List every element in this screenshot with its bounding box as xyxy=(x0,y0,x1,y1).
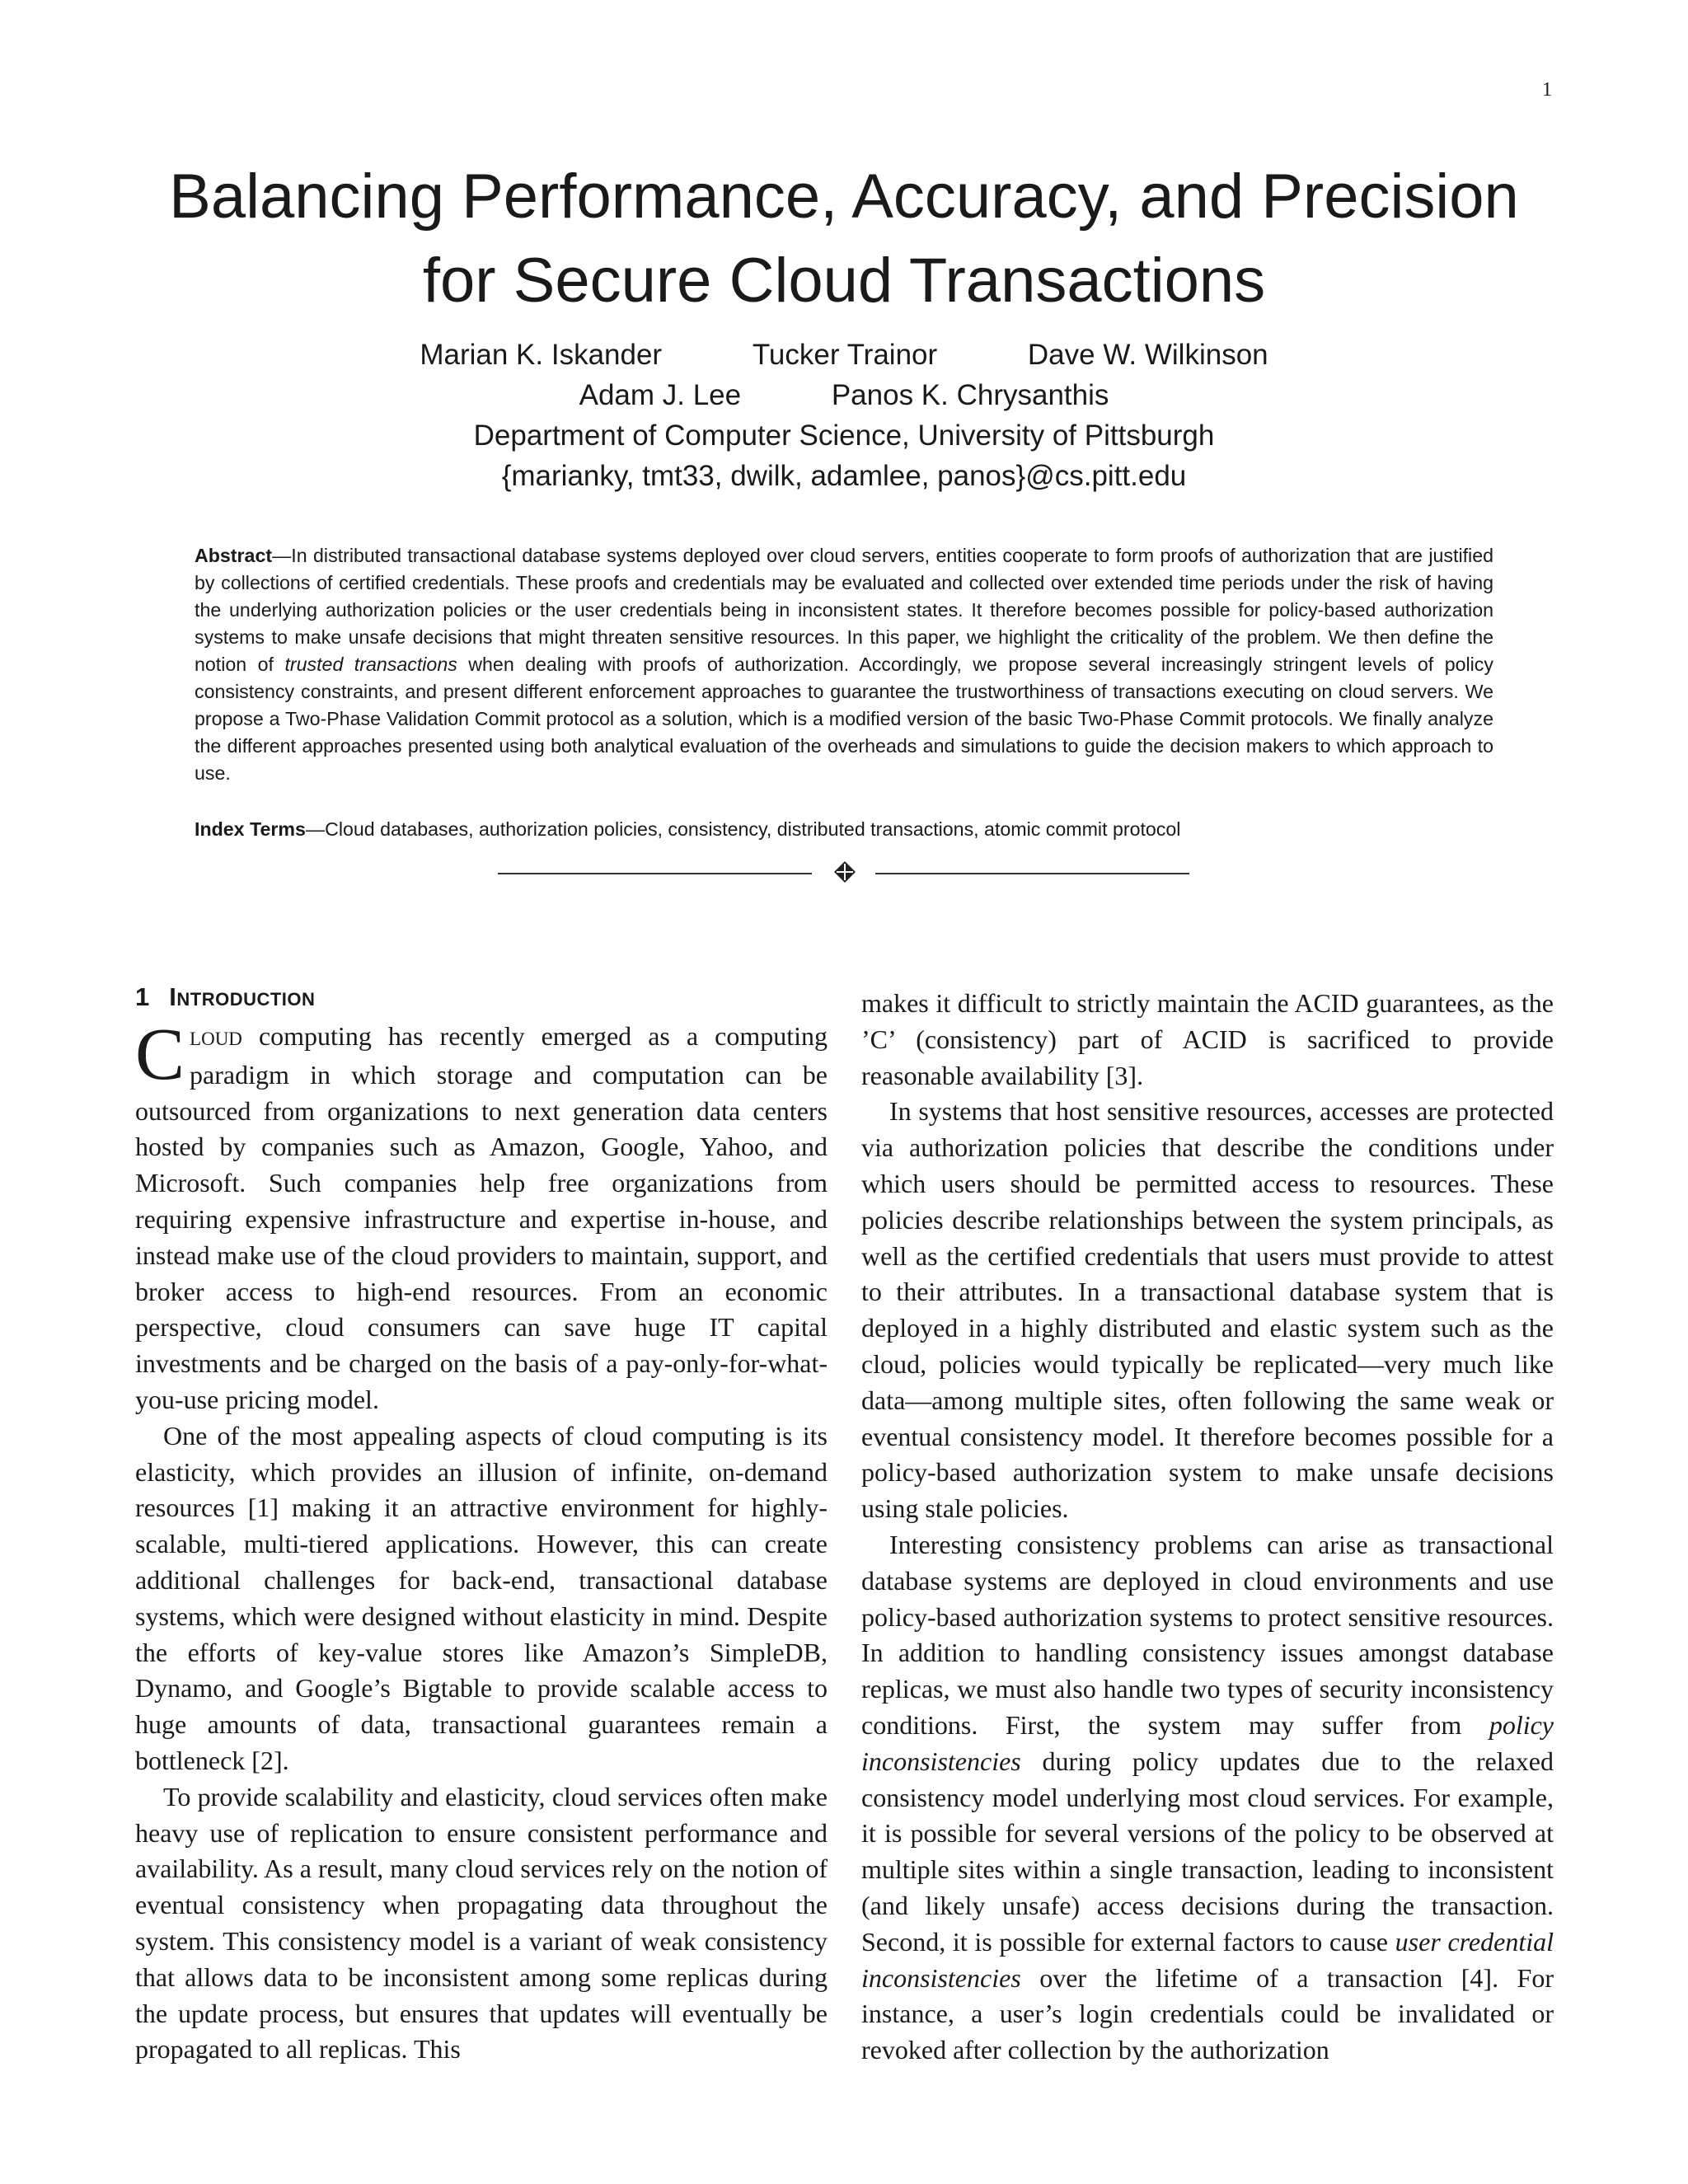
paragraph-text: over the lifetime of a transaction [4]. For instance, a user’s login credentials could be invalidated or revoked after collection by the authorization xyxy=(861,1962,1554,2065)
abstract xyxy=(195,542,1493,787)
abstract-text-before: —In distributed transactional database systems deployed over cloud servers, entities cooperate to form proofs of authorization that are justified by collections of certified credentials. These proofs and credentials may be evaluated and collected over extended time periods under the risk of having the underlying authorization policies or the user credentials being in inconsistent states. It therefore becomes possible for policy-based authorization systems to make unsafe decisions that might threaten sensitive resources. In this paper, we highlight the criticality of the problem. We then define the notion of xyxy=(195,545,1493,675)
intro-paragraph-4: makes it difficult to strictly maintain the ACID guarantees, as the ’C’ (consistency) part of ACID is sacrificed to provide reasonable availability [3]. xyxy=(861,988,1554,1090)
drop-cap: C xyxy=(135,1014,185,1095)
affiliation: Department of Computer Science, University of Pittsburgh xyxy=(473,419,1215,452)
author-row-2 xyxy=(0,375,1688,415)
section-number: 1 xyxy=(135,982,150,1011)
paragraph-text: Interesting consistency problems can arise as transactional database systems are deployed in cloud environments and use policy-based authorization systems to protect sensitive resources. In addition to handling consistency issues amongst database replicas, we must also handle two types of security inconsistency conditions. First, the system may suffer from xyxy=(861,1529,1554,1740)
title-line-2: for Secure Cloud Transactions xyxy=(422,246,1266,316)
intro-paragraph-3: To provide scalability and elasticity, cloud services often make heavy use of replication to ensure consistent performance and availability. As a result, many cloud services rely on the notion of eventual consistency when propagating data throughout the system. This consistency model is a variant of weak consistency that allows data to be inconsistent among some replicas during the update process, but ensures that updates will eventually be propagated to all replicas. This xyxy=(135,1781,828,2064)
right-column xyxy=(861,986,1554,2069)
separator-line-right xyxy=(875,873,1189,874)
section-title: Introduction xyxy=(169,982,316,1011)
paragraph-text: computing has recently emerged as a computing paradigm in which storage and computation can be outsourced from organizations to next generation data centers hosted by companies such as Amazon, Google, Yahoo, and Microsoft. Such companies help free organizations from requiring expensive infrastructure and expertise in-house, and instead make use of the cloud providers to maintain, support, and broker access to high-end resources. From an economic perspective, cloud consumers can save huge IT capital investments and be charged on the basis of a pay-only-for-what-you-use pricing model. xyxy=(135,1021,828,1414)
abstract-text-after: when dealing with proofs of authorization. Accordingly, we propose several increasingly stringent levels of policy consistency constraints, and present different enforcement approaches to guarantee the trustworthiness of transactions executing on cloud servers. We propose a Two-Phase Validation Commit protocol as a solution, which is a modified version of the basic Two-Phase Commit protocols. We finally analyze the different approaches presented using both analytical evaluation of the overheads and simulations to guide the decision makers to which approach to use. xyxy=(195,654,1493,784)
intro-paragraph-1 xyxy=(135,1014,828,1418)
author-name: Tucker Trainor xyxy=(752,339,938,371)
paper-title xyxy=(0,155,1688,323)
page-number: 1 xyxy=(1542,79,1552,101)
author-name: Adam J. Lee xyxy=(579,379,742,411)
italic-term-policy-inconsistencies: policy inconsistencies xyxy=(861,1709,1554,1776)
separator-line-left xyxy=(498,873,812,874)
section-separator xyxy=(0,860,1688,885)
index-terms-text: —Cloud databases, authorization policies, consistency, distributed transactions, atomic commit protocol xyxy=(305,818,1181,840)
paragraph-text: during policy updates due to the relaxed consistency model underlying most cloud services. For example, it is possible for several versions of the policy to be observed at multiple sites within a single transaction, leading to inconsistent (and likely unsafe) access decisions during the transaction. Second, it is possible for external factors to cause xyxy=(861,1746,1554,1957)
title-line-1: Balancing Performance, Accuracy, and Precision xyxy=(169,162,1519,232)
diamond-ornament-icon xyxy=(833,860,856,883)
intro-paragraph-6 xyxy=(861,1527,1554,2069)
intro-paragraph-2: One of the most appealing aspects of cloud computing is its elasticity, which provides an illusion of infinite, on-demand resources [1] making it an attractive environment for highly-scalable, multi-tiered applications. However, this can create additional challenges for back-end, transactional database systems, which were designed without elasticity in mind. Despite the efforts of key-value stores like Amazon’s SimpleDB, Dynamo, and Google’s Bigtable to provide scalable access to huge amounts of data, transactional guarantees remain a bottleneck [2]. xyxy=(135,1420,828,1775)
author-name: Dave W. Wilkinson xyxy=(1027,339,1268,371)
author-emails: {marianky, tmt33, dwilk, adamlee, panos}@cs.pitt.edu xyxy=(501,460,1187,492)
italic-term-user-credential-inconsistencies: user credential inconsistencies xyxy=(861,1926,1554,1993)
intro-paragraph-5: In systems that host sensitive resources, accesses are protected via authorization policies that describe the conditions under which users should be permitted access to resources. These policies describe relationships between the system principals, as well as the certified credentials that users must provide to attest to their attributes. In a transactional database system that is deployed in a highly distributed and elastic system such as the cloud, policies would typically be replicated—very much like data—among multiple sites, often following the same weak or eventual consistency model. It therefore becomes possible for a policy-based authorization system to make unsafe decisions using stale policies. xyxy=(861,1096,1554,1524)
drop-cap-continuation: LOUD xyxy=(190,1029,242,1049)
abstract-italic-term: trusted transactions xyxy=(284,654,457,675)
index-terms-label: Index Terms xyxy=(195,818,306,840)
author-row-1 xyxy=(0,335,1688,375)
index-terms xyxy=(195,816,1493,843)
author-name: Marian K. Iskander xyxy=(420,339,663,371)
author-name: Panos K. Chrysanthis xyxy=(831,379,1109,411)
author-block xyxy=(0,335,1688,496)
section-heading xyxy=(135,979,828,1015)
left-column xyxy=(135,979,828,2068)
abstract-label: Abstract xyxy=(195,545,273,566)
